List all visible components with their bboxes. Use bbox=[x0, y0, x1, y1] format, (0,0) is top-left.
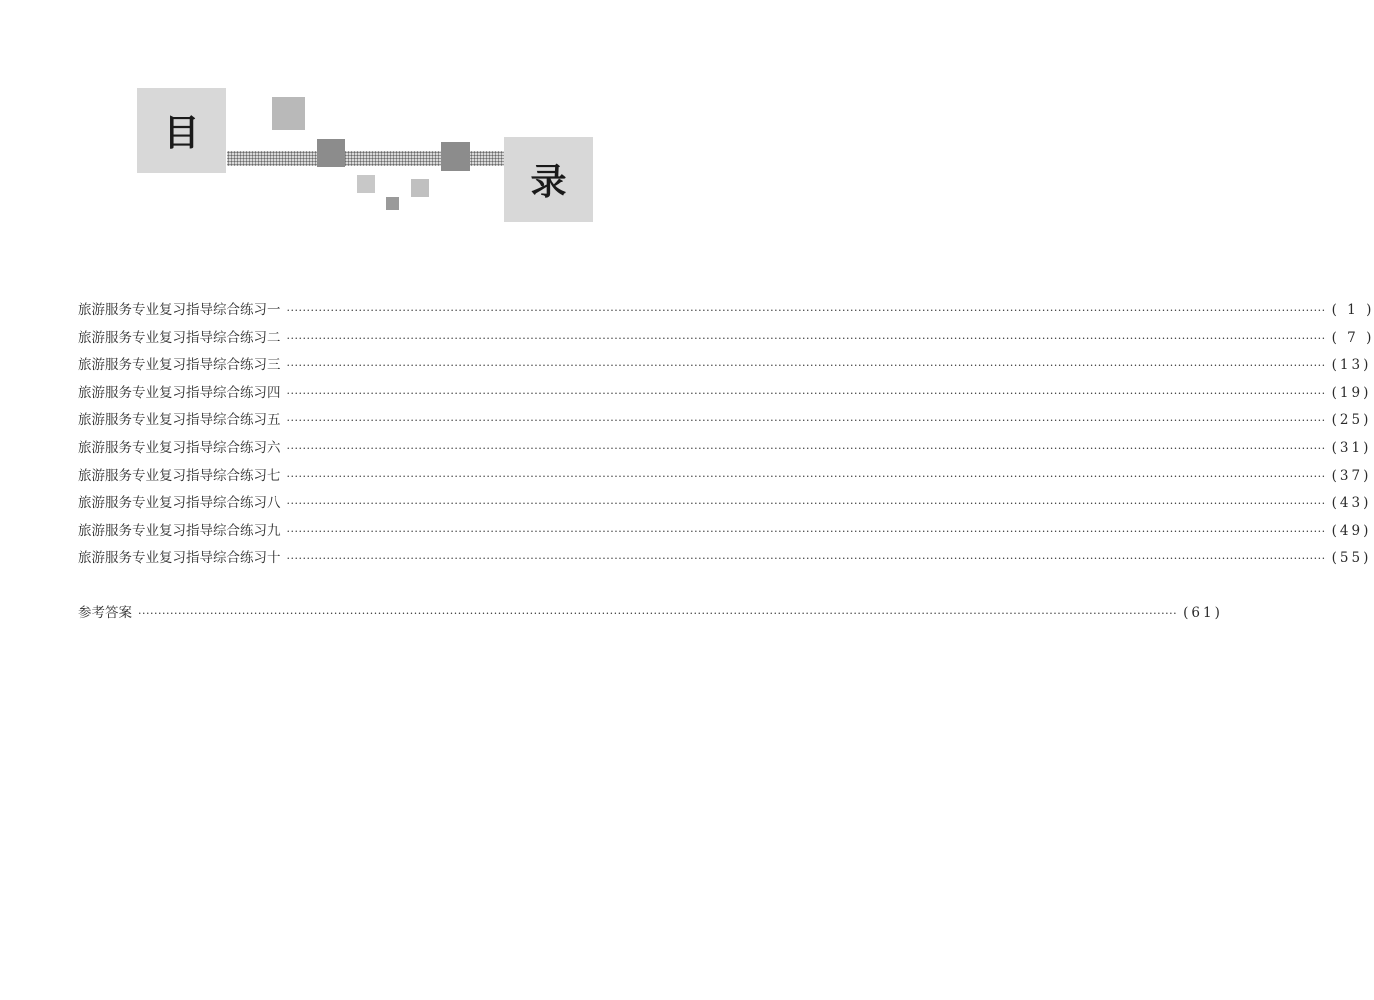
toc-entry-page: (37) bbox=[1331, 467, 1372, 484]
deco-square bbox=[357, 175, 375, 193]
toc-entry-title: 旅游服务专业复习指导综合练习二 bbox=[78, 329, 281, 346]
deco-square bbox=[411, 179, 429, 197]
dot-leader: ···································································································································································································································································· bbox=[286, 497, 1326, 511]
toc-entry[interactable] bbox=[78, 491, 1372, 519]
toc-entry[interactable] bbox=[78, 326, 1374, 354]
dot-leader: ···································································································································································································································································· bbox=[286, 386, 1326, 400]
deco-square bbox=[386, 197, 399, 210]
toc-entry[interactable] bbox=[78, 601, 1223, 629]
dot-leader: ···································································································································································································································································· bbox=[138, 606, 1178, 620]
toc-entry-page: (49) bbox=[1331, 522, 1372, 539]
toc-entry-title: 旅游服务专业复习指导综合练习七 bbox=[78, 467, 281, 484]
toc-entry-title: 旅游服务专业复习指导综合练习十 bbox=[78, 550, 281, 567]
toc-entry-title: 旅游服务专业复习指导综合练习三 bbox=[78, 357, 281, 374]
toc-entry[interactable] bbox=[78, 519, 1372, 547]
toc-entry-page: (19) bbox=[1331, 384, 1372, 401]
toc-entry[interactable] bbox=[78, 408, 1372, 436]
dot-leader: ···································································································································································································································································· bbox=[286, 469, 1326, 483]
toc-entry-title: 旅游服务专业复习指导综合练习八 bbox=[78, 495, 281, 512]
toc-entry-page: (61) bbox=[1183, 604, 1223, 621]
toc-entry-title: 参考答案 bbox=[78, 604, 132, 621]
toc-entry-title: 旅游服务专业复习指导综合练习五 bbox=[78, 412, 281, 429]
toc-entry-page: (13) bbox=[1331, 357, 1372, 374]
toc-entry-title: 旅游服务专业复习指导综合练习四 bbox=[78, 384, 281, 401]
toc-entry-page: (43) bbox=[1331, 495, 1372, 512]
toc-entry-page: (25) bbox=[1331, 412, 1372, 429]
deco-square bbox=[272, 97, 305, 130]
dot-leader: ···································································································································································································································································· bbox=[286, 414, 1326, 428]
table-of-contents bbox=[78, 298, 1374, 629]
toc-entry-page: (31) bbox=[1331, 439, 1372, 456]
toc-entry-title: 旅游服务专业复习指导综合练习九 bbox=[78, 522, 281, 539]
title-char-left: 目 bbox=[137, 88, 226, 173]
deco-square bbox=[441, 142, 470, 171]
toc-entry-page: ( 1 ) bbox=[1331, 302, 1374, 318]
toc-entry[interactable] bbox=[78, 353, 1372, 381]
toc-entry-page: ( 7 ) bbox=[1331, 329, 1374, 346]
toc-entry[interactable] bbox=[78, 298, 1374, 326]
toc-entry-title: 旅游服务专业复习指导综合练习一 bbox=[78, 302, 281, 318]
toc-entry-page: (55) bbox=[1331, 550, 1372, 567]
title-char-right: 录 bbox=[504, 137, 593, 222]
toc-entry[interactable] bbox=[78, 381, 1372, 409]
toc-entry[interactable] bbox=[78, 436, 1372, 464]
dot-leader: ···································································································································································································································································· bbox=[286, 524, 1326, 538]
dot-leader: ···································································································································································································································································· bbox=[286, 331, 1326, 345]
dot-leader: ···································································································································································································································································· bbox=[286, 304, 1326, 317]
toc-entry[interactable] bbox=[78, 546, 1372, 574]
dot-leader: ···································································································································································································································································· bbox=[286, 552, 1326, 566]
toc-entry[interactable] bbox=[78, 464, 1372, 492]
toc-entry-title: 旅游服务专业复习指导综合练习六 bbox=[78, 439, 281, 456]
deco-square bbox=[317, 139, 345, 167]
dot-leader: ···································································································································································································································································· bbox=[286, 359, 1326, 373]
dot-leader: ···································································································································································································································································· bbox=[286, 441, 1326, 455]
toc-header bbox=[0, 0, 724, 240]
